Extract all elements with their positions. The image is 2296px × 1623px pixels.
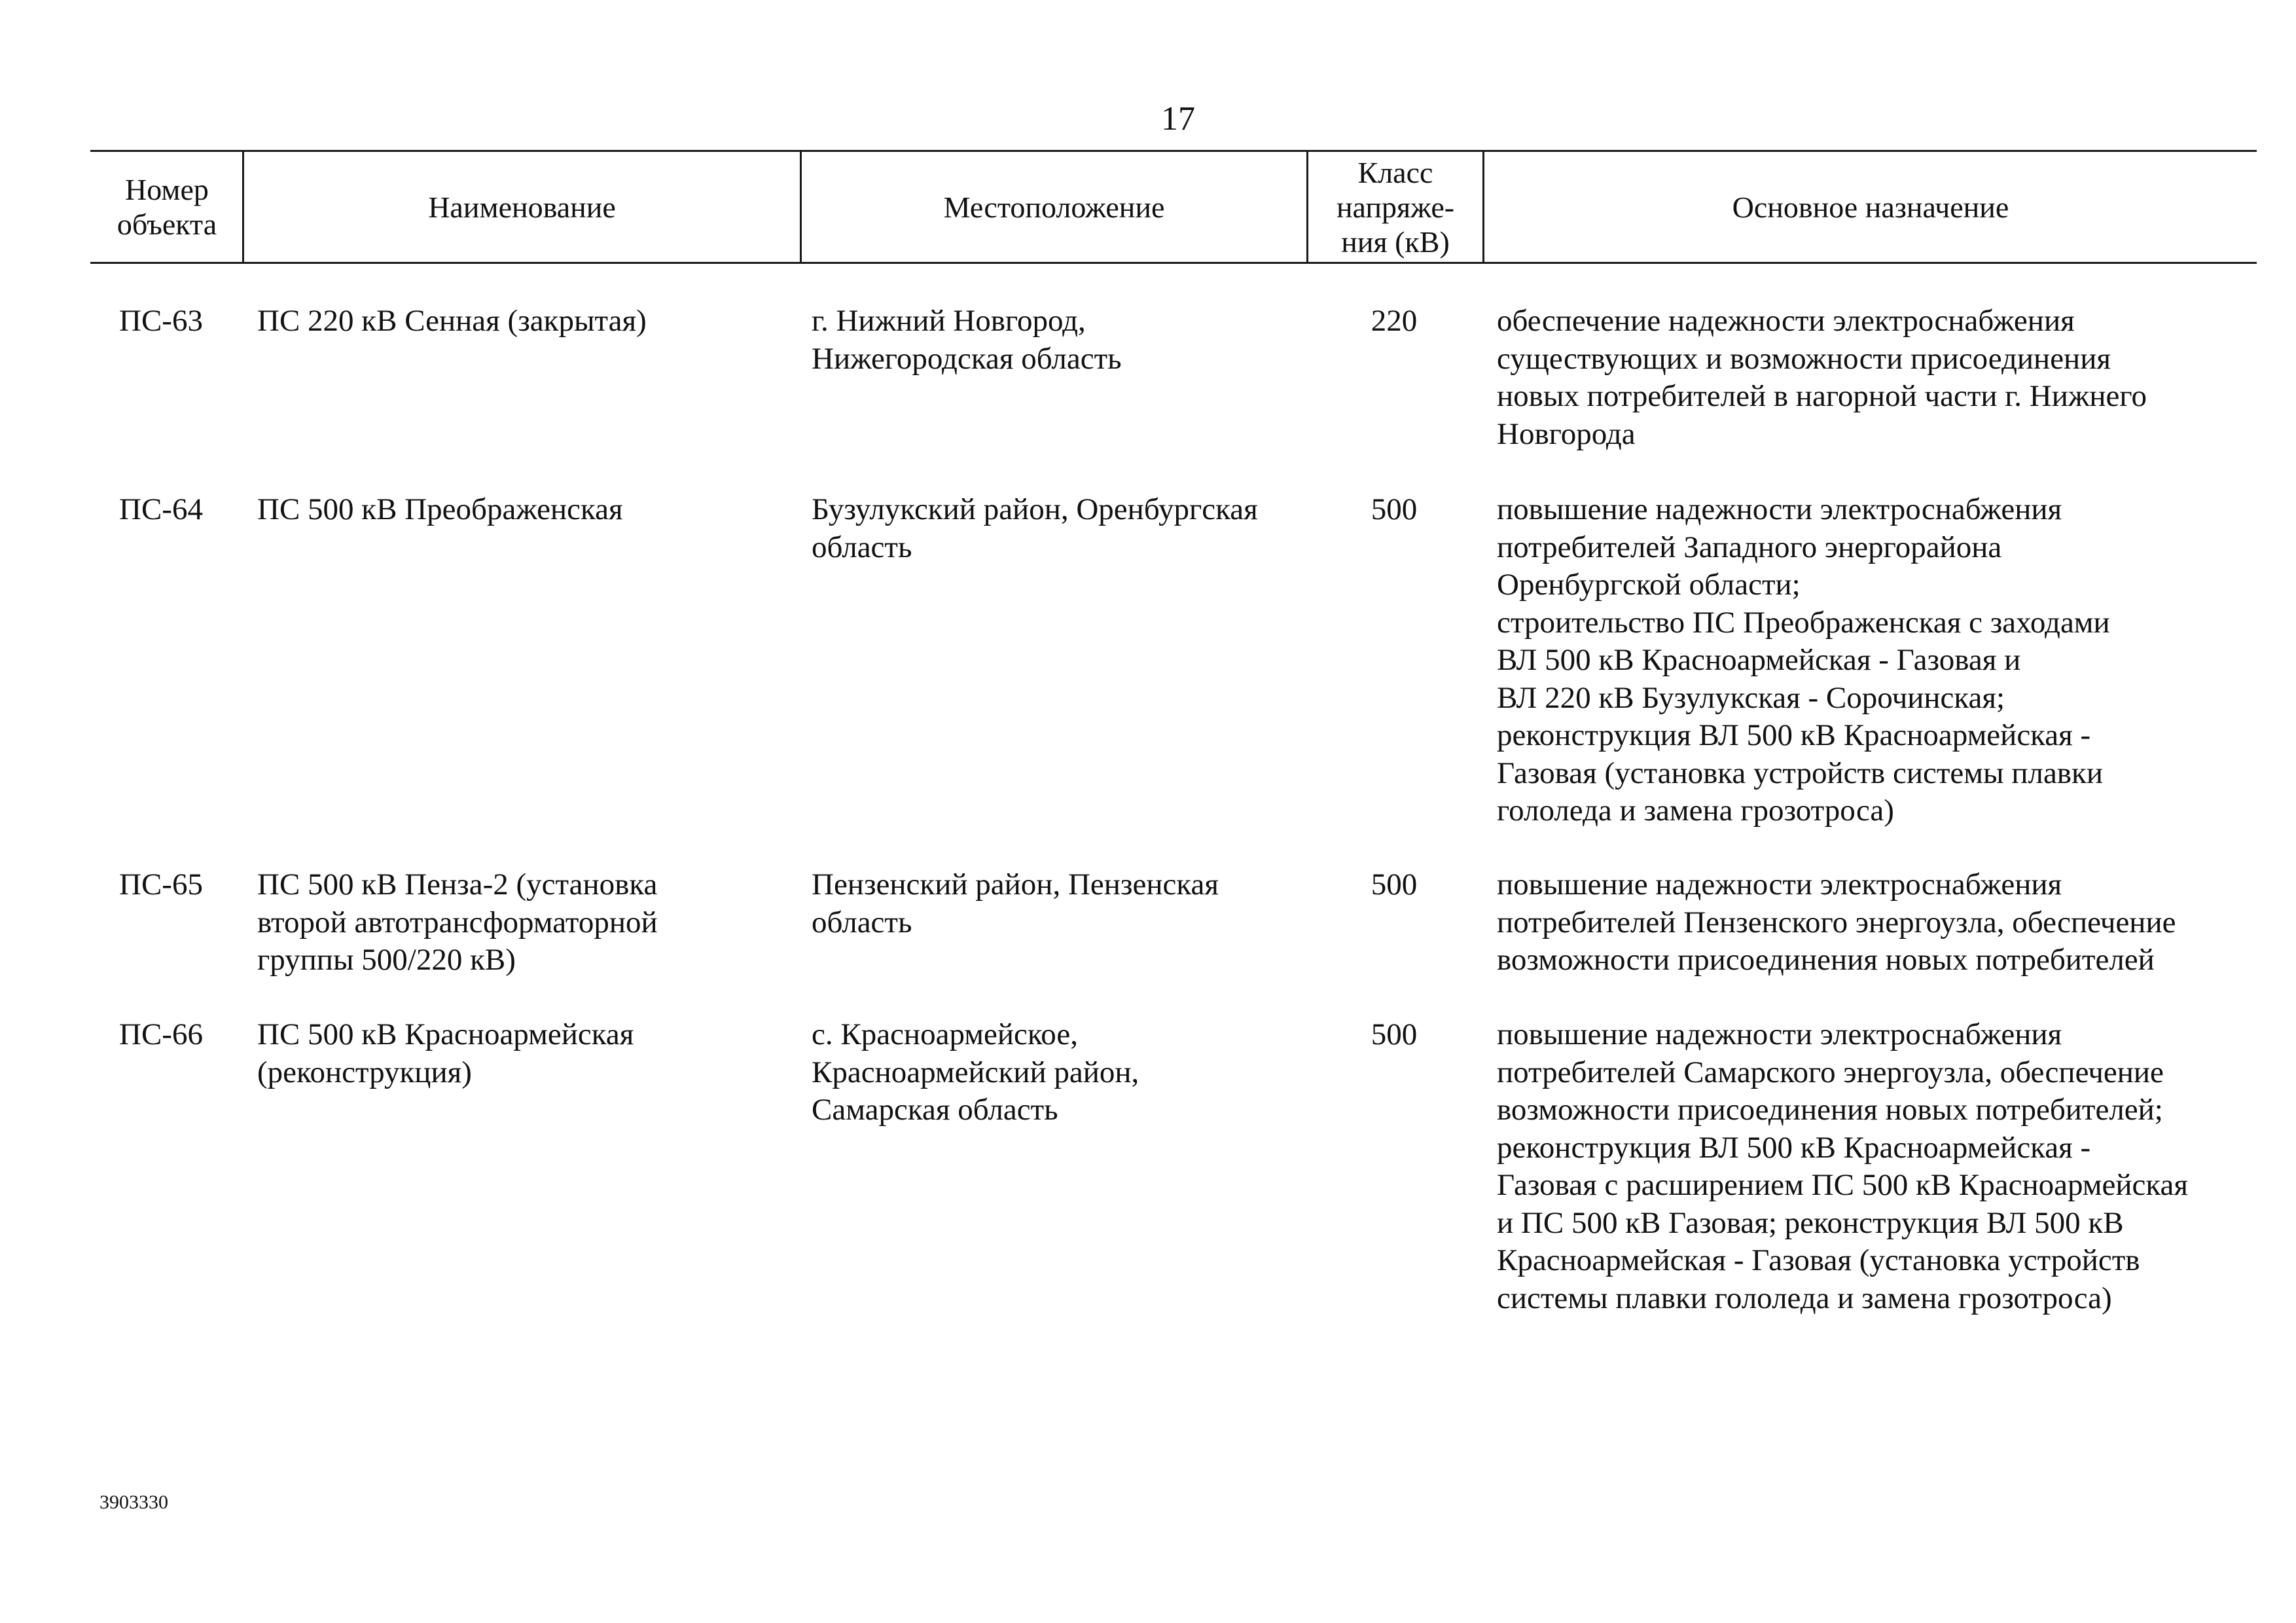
header-name-cell [244, 152, 800, 262]
object-voltage: 500 [1371, 867, 1418, 902]
object-location: г. Нижний Новгород, Нижегородская область [812, 304, 1122, 376]
object-voltage: 500 [1371, 492, 1418, 526]
document-code: 3903330 [99, 1491, 168, 1513]
object-name: ПС 500 кВ Преображенская [257, 492, 623, 526]
object-purpose: повышение надежности электроснабжения потребителей Пензенского энергоузла, обеспечение возможности присоединения новых потребителей [1497, 867, 2176, 977]
page-number: 17 [1161, 100, 1195, 137]
header-voltage: Класс напряже- ния (кВ) [1336, 155, 1455, 259]
object-name: ПС 220 кВ Сенная (закрытая) [257, 304, 647, 338]
object-name: ПС 500 кВ Красноармейская (реконструкция) [257, 1017, 634, 1089]
header-location-cell [802, 152, 1306, 262]
header-voltage-cell [1308, 152, 1482, 262]
object-location: Пензенский район, Пензенская область [812, 867, 1219, 939]
header-number: Номер объекта [117, 173, 217, 241]
object-number: ПС-63 [119, 304, 203, 338]
header-purpose-cell [1484, 152, 2257, 262]
object-number: ПС-64 [119, 492, 203, 526]
header-number-cell [92, 152, 242, 262]
table-header-bottom-rule [90, 262, 2257, 264]
header-purpose: Основное назначение [1732, 190, 2009, 224]
object-voltage: 500 [1371, 1017, 1418, 1051]
header-location: Местоположение [943, 190, 1165, 224]
header-name: Наименование [428, 190, 616, 224]
object-purpose: обеспечение надежности электроснабжения существующих и возможности присоединения новых потребителей в нагорной части г. Нижнего Новгорода [1497, 304, 2147, 451]
object-location: Бузулукский район, Оренбургская область [812, 492, 1258, 564]
object-voltage: 220 [1371, 304, 1418, 338]
object-number: ПС-65 [119, 867, 203, 902]
object-number: ПС-66 [119, 1017, 203, 1051]
object-purpose: повышение надежности электроснабжения потребителей Самарского энергоузла, обеспечение возможности присоединения новых потребителей; реконструкция ВЛ 500 кВ Красноармейская - Газовая с расширением ПС 500 кВ Красноармейская и ПС 500 кВ Газовая; реконструкция ВЛ 500 кВ Красноармейская - Газовая (установка устройств системы плавки гололеда и замена грозотроса) [1497, 1017, 2188, 1315]
object-purpose: повышение надежности электроснабжения потребителей Западного энергорайона Оренбургской области; строительство ПС Преображенская с заходами ВЛ 500 кВ Красноармейская - Газовая и ВЛ 220 кВ Бузулукская - Сорочинская; реконструкция ВЛ 500 кВ Красноармейская - Газовая (установка устройств системы плавки гололеда и замена грозотроса) [1497, 492, 2110, 828]
object-name: ПС 500 кВ Пенза-2 (установка второй автотрансформаторной группы 500/220 кВ) [257, 867, 658, 977]
object-location: с. Красноармейское, Красноармейский район, Самарская область [812, 1017, 1139, 1127]
